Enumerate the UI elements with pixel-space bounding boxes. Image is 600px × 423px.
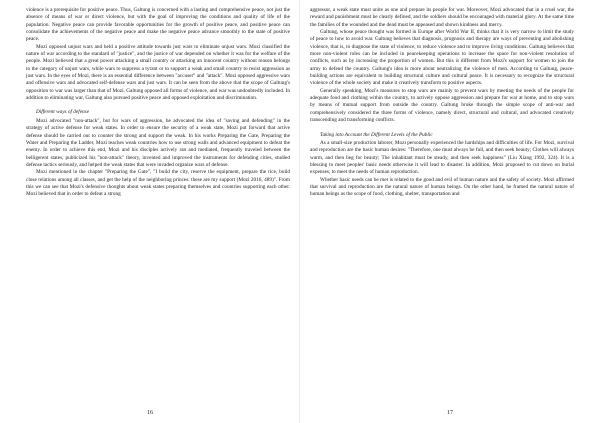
right-page-number: 17 [447,410,453,416]
left-paragraph-4: Mozi mentioned in the chapter "Preparing the Gate", "I build the city, reserve the equipment, prepare the rice, build close relations among all classes, and get the help of the neighboring princes: these are my support (Mozi 2016, 489)". From this we can see that Mozi's defensive thoughts about weak states preparing themselves and countries supporting each other. Mozi believed that in order to defeat a strong [26,169,290,198]
left-paragraph-1: violence is a prerequisite for positive peace. Thus, Galtung is concerned with a lasting and comprehensive peace, not just the absence of means of war or direct violence, but with the goal of improving the conditions and quality of life of the population. Negative peace can provide favorable opportunities for the growth of positive peace, and positive peace can consolidate the achievements of the negative peace and make the negative peace advance smoothly to the state of positive peace. [26,7,290,43]
left-section-heading: Different ways of defense [36,109,90,116]
right-paragraph-2: Galtung, whose peace thought was formed in Europe after World War II, thinks that it is very narrow to limit the study of peace to how to avoid war. Galtung believes that diagnosis, prognosis and therapy are ways of preventing and abolishing violence, that is, to diagnose the state of violence, to reduce violence and to improve living conditions. Galtung believes that more non-violent roles can be included in peacekeeping operations to increase the space for non-violent resolution of conflicts, such as by increasing the proportion of women. But this is different from Mozi's support for women to join the army to defend the country. Galtung's idea is more about neutralizing the violence of men. According to Galtung, peace-building actions are equivalent to building structural culture and cultural peace. It is necessary to recognize the structural violence of the whole society and make it creatively transform to positive aspects. [310,29,574,87]
right-paragraph-5: Whether basic needs can be met is related to the good and evil of human nature and the safety of society. Mozi affirmed that survival and reproduction are the natural nature of human beings. On the other hand, he framed the natural nature of human beings as the scope of food, clothing, shelter, transportation and [310,176,574,198]
right-page [300,0,600,423]
right-section-heading: Taking into Account the Different Levels of the Public [320,131,433,138]
right-paragraph-4: As a small-size production laborer, Mozi personally experienced the hardships and difficulties of life. For Mozi, survival and reproduction are the basic human desires: "Therefore, one must always be full, and then seek beauty; Clothes will always warm, and then beg for beauty; The inhabitant must be steady, and then seek happiness" (Liu Xiang 1992, 324). It is a blessing to meet peoples' basic needs otherwise it will lead to disaster. In addition, Mozi proposed to cut down on burial expenses, to meet the needs of human reproduction. [310,139,574,176]
left-paragraph-2: Mozi opposed unjust wars and held a positive attitude towards just wars to eliminate unjust wars. Mozi classified the nature of war according to the standard of "justice", and the justice of war depended on whether it was for the welfare of the people. Mozi believed that a great power attacking a small country or attacking an innocent country without reason belongs to the category of unjust wars, while wars to suppress a tyrant or to support a weak and small country to resist aggression as just wars. In the eyes of Mozi, there is an essential difference between "accuser" and "attack". Mozi opposed aggressive wars and offensive wars and advocated self-defense wars and just wars. It can be seen from the above that the scope of Galtung's opposition to war was larger than that of Mozi. Galtung opposed all forms of violence, and war was undoubtedly included. In addition to eliminating war, Galtung also pursued positive peace and opposed exploitation and discrimination. [26,43,290,102]
left-paragraph-3: Mozi advocated "non-attack", but for wars of aggression, he advocated the idea of "saving and defending" in the strategy of active defense for weak states. In order to ensure the security of a weak state, Mozi put forward that active defense should be carried out to counter the strong and support the weak. In his works Preparing the Gate, Preparing the Water and Preparing the Ladder, Mozi teaches weak countries how to use strong walls and advanced equipment to defeat the enemy. In order to achieve this end, Mozi and his disciples actively ran and mediated, frequently traveled between the belligerent states, publicized his "non-attack" theory, invented and improved the instruments for defending cities, studied defense tactics seriously, and helped the weak states that were invaded organize wars of defense. [26,117,290,168]
right-paragraph-1: aggressor, a weak state must unite as one and prepare its people for war. Moreover, Mozi advocated that in a cruel war, the reward and punishment must be clearly defined, and the soldiers should be encouraged with material glory. At the same time the families of the wounded and the dead must be appeased and shown kindness and mercy. [310,7,574,28]
left-page-number: 16 [147,410,153,416]
right-paragraph-3: Generally speaking, Mozi's measures to stop wars are mainly to prevent wars by meeting the needs of the people for adequate food and clothing within the country, to actively oppose aggression and prepare for war at home, and to stop wars by means of mutual support from outside the country. Galtung broke through the simple scope of anti-war and comprehensively considered the three forms of violence, namely direct, structural and cultural, and advocated creatively transcending and transforming conflicts. [310,87,574,124]
